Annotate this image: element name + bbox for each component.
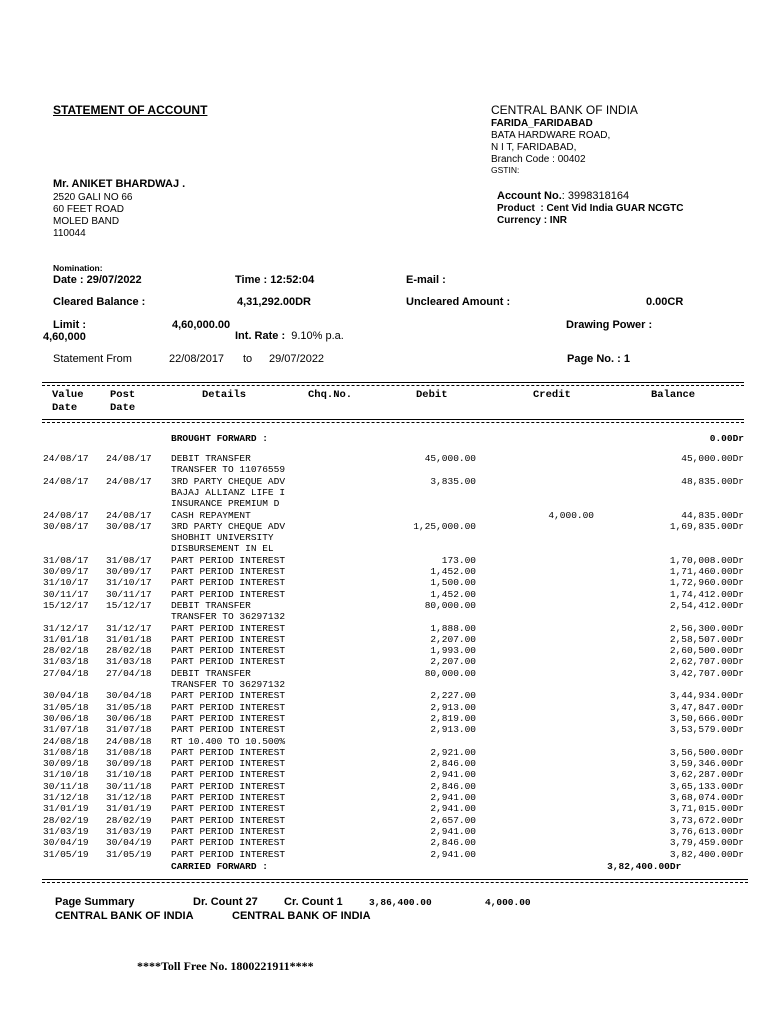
details-cell: TRANSFER TO 36297132	[171, 679, 286, 690]
value-date-cell: 30/09/18	[43, 758, 89, 769]
balance-cell: 2,60,500.00Dr	[669, 645, 744, 656]
debit-cell: 2,846.00	[430, 837, 476, 848]
customer-address-4: 110044	[53, 228, 86, 239]
customer-address-1: 2520 GALI NO 66	[53, 192, 133, 203]
summary-debit-total: 3,86,400.00	[369, 897, 432, 908]
value-date-cell: 28/02/18	[43, 645, 89, 656]
statement-to-word: to	[243, 353, 253, 365]
table-row	[0, 849, 768, 860]
value-date-cell: 24/08/18	[43, 736, 89, 747]
table-bottom-rule	[42, 879, 748, 880]
table-row	[0, 679, 768, 690]
balance-cell: 3,73,672.00Dr	[669, 815, 744, 826]
balance-cell: 1,69,835.00Dr	[669, 521, 744, 532]
product	[497, 203, 684, 214]
post-date-cell: 31/03/18	[106, 656, 152, 667]
value-date-cell: 31/07/18	[43, 724, 89, 735]
value-date-cell: 24/08/17	[43, 510, 89, 521]
brought-forward-label: BROUGHT FORWARD :	[171, 433, 268, 444]
details-cell: PART PERIOD INTEREST	[171, 803, 286, 814]
summary-bank-name-2: CENTRAL BANK OF INDIA	[232, 910, 371, 922]
value-date-cell: 31/01/18	[43, 634, 89, 645]
debit-cell: 1,452.00	[430, 566, 476, 577]
details-cell: PART PERIOD INTEREST	[171, 713, 286, 724]
balance-cell: 3,50,666.00Dr	[669, 713, 744, 724]
value-date-cell: 24/08/17	[43, 453, 89, 464]
balance-cell: 3,53,579.00Dr	[669, 724, 744, 735]
column-balance: Balance	[651, 389, 696, 401]
table-header-rule-dashed	[42, 422, 744, 423]
table-row	[0, 464, 768, 475]
account-number-label: Account No.	[497, 190, 562, 202]
column-debit: Debit	[416, 389, 448, 401]
carried-forward-balance: 3,82,400.00Dr	[607, 861, 682, 872]
details-cell: RT 10.400 TO 10.500%	[171, 736, 286, 747]
table-row	[0, 453, 768, 464]
product-value: : Cent Vid India GUAR NCGTC	[540, 203, 684, 214]
details-cell: PART PERIOD INTEREST	[171, 826, 286, 837]
debit-cell: 80,000.00	[424, 600, 476, 611]
currency-value: : INR	[543, 215, 568, 226]
post-date-cell: 31/10/17	[106, 577, 152, 588]
balance-cell: 2,54,412.00Dr	[669, 600, 744, 611]
post-date-cell: 15/12/17	[106, 600, 152, 611]
cleared-balance-value: 4,31,292.00DR	[237, 296, 311, 308]
debit-cell: 2,846.00	[430, 781, 476, 792]
balance-cell: 3,76,613.00Dr	[669, 826, 744, 837]
details-cell: PART PERIOD INTEREST	[171, 656, 286, 667]
carried-forward-row	[0, 861, 768, 872]
table-row	[0, 713, 768, 724]
balance-cell: 3,65,133.00Dr	[669, 781, 744, 792]
carried-forward-label: CARRIED FORWARD :	[171, 861, 268, 872]
cleared-balance-label: Cleared Balance :	[53, 296, 146, 308]
post-date-cell: 31/01/19	[106, 803, 152, 814]
value-date-cell: 31/08/17	[43, 555, 89, 566]
customer-address-3: MOLED BAND	[53, 216, 120, 227]
column-value-label: Value	[52, 389, 84, 401]
post-date-cell: 30/11/18	[106, 781, 152, 792]
statement-date: Date : 29/07/2022	[53, 274, 142, 286]
table-row	[0, 532, 768, 543]
debit-cell: 2,941.00	[430, 826, 476, 837]
column-details: Details	[202, 389, 247, 401]
brought-forward-row	[0, 433, 768, 444]
debit-cell: 80,000.00	[424, 668, 476, 679]
post-date-cell: 30/04/19	[106, 837, 152, 848]
branch-code: Branch Code : 00402	[491, 154, 586, 165]
details-cell: PART PERIOD INTEREST	[171, 747, 286, 758]
details-cell: PART PERIOD INTEREST	[171, 815, 286, 826]
debit-cell: 1,500.00	[430, 577, 476, 588]
email-label: E-mail :	[406, 274, 446, 286]
table-row	[0, 566, 768, 577]
post-date-cell: 31/07/18	[106, 724, 152, 735]
summary-bank-name-1: CENTRAL BANK OF INDIA	[55, 910, 194, 922]
debit-cell: 2,227.00	[430, 690, 476, 701]
details-cell: PART PERIOD INTEREST	[171, 623, 286, 634]
value-date-cell: 24/08/17	[43, 476, 89, 487]
statement-title: STATEMENT OF ACCOUNT	[53, 103, 208, 117]
details-cell: PART PERIOD INTEREST	[171, 577, 286, 588]
column-credit: Credit	[533, 389, 571, 401]
balance-cell: 3,44,934.00Dr	[669, 690, 744, 701]
table-row	[0, 792, 768, 803]
balance-cell: 1,70,008.00Dr	[669, 555, 744, 566]
debit-cell: 2,941.00	[430, 803, 476, 814]
details-cell: PART PERIOD INTEREST	[171, 792, 286, 803]
debit-cell: 2,846.00	[430, 758, 476, 769]
post-date-cell: 31/05/18	[106, 702, 152, 713]
toll-free-number: ****Toll Free No. 1800221911****	[137, 959, 314, 973]
table-row	[0, 476, 768, 487]
column-chq-no: Chq.No.	[308, 389, 353, 401]
debit-cell: 2,657.00	[430, 815, 476, 826]
table-row	[0, 589, 768, 600]
value-date-cell: 31/10/17	[43, 577, 89, 588]
debit-cell: 2,921.00	[430, 747, 476, 758]
table-row	[0, 724, 768, 735]
interest-rate-value: 9.10% p.a.	[291, 330, 344, 342]
details-cell: PART PERIOD INTEREST	[171, 645, 286, 656]
table-row	[0, 656, 768, 667]
table-row	[0, 498, 768, 509]
post-date-cell: 31/08/18	[106, 747, 152, 758]
account-number	[497, 190, 629, 202]
debit-cell: 173.00	[441, 555, 476, 566]
value-date-cell: 31/10/18	[43, 769, 89, 780]
details-cell: CASH REPAYMENT	[171, 510, 251, 521]
balance-cell: 48,835.00Dr	[681, 476, 744, 487]
post-date-cell: 30/09/17	[106, 566, 152, 577]
details-cell: PART PERIOD INTEREST	[171, 837, 286, 848]
debit-cell: 2,941.00	[430, 849, 476, 860]
value-date-cell: 30/04/18	[43, 690, 89, 701]
bank-name: CENTRAL BANK OF INDIA	[491, 103, 638, 117]
details-cell: TRANSFER TO 11076559	[171, 464, 286, 475]
table-row	[0, 521, 768, 532]
value-date-cell: 31/05/18	[43, 702, 89, 713]
post-date-cell: 31/03/19	[106, 826, 152, 837]
details-cell: PART PERIOD INTEREST	[171, 769, 286, 780]
table-row	[0, 758, 768, 769]
column-value-date-label: Date	[52, 402, 78, 414]
post-date-cell: 31/08/17	[106, 555, 152, 566]
details-cell: PART PERIOD INTEREST	[171, 589, 286, 600]
details-cell: DEBIT TRANSFER	[171, 453, 251, 464]
post-date-cell: 31/12/18	[106, 792, 152, 803]
post-date-cell: 28/02/19	[106, 815, 152, 826]
table-row	[0, 645, 768, 656]
table-top-rule-dashed	[42, 385, 744, 386]
table-row	[0, 826, 768, 837]
drawing-power-label: Drawing Power :	[566, 319, 653, 331]
details-cell: PART PERIOD INTEREST	[171, 634, 286, 645]
summary-credit-total: 4,000.00	[485, 897, 531, 908]
post-date-cell: 31/01/18	[106, 634, 152, 645]
table-row	[0, 690, 768, 701]
table-row	[0, 747, 768, 758]
branch-name: FARIDA_FARIDABAD	[491, 118, 593, 129]
details-cell: PART PERIOD INTEREST	[171, 781, 286, 792]
debit-cell: 1,25,000.00	[413, 521, 476, 532]
debit-cell: 2,207.00	[430, 634, 476, 645]
page-summary-label: Page Summary	[55, 896, 135, 908]
value-date-cell: 30/04/19	[43, 837, 89, 848]
statement-from-date: 22/08/2017	[169, 353, 225, 365]
balance-cell: 1,71,460.00Dr	[669, 566, 744, 577]
details-cell: PART PERIOD INTEREST	[171, 566, 286, 577]
brought-forward-balance: 0.00Dr	[709, 433, 744, 444]
balance-cell: 1,72,960.00Dr	[669, 577, 744, 588]
post-date-cell: 27/04/18	[106, 668, 152, 679]
statement-from-label: Statement From	[53, 353, 132, 365]
balance-cell: 2,62,707.00Dr	[669, 656, 744, 667]
details-cell: PART PERIOD INTEREST	[171, 555, 286, 566]
details-cell: 3RD PARTY CHEQUE ADV	[171, 476, 286, 487]
balance-cell: 3,82,400.00Dr	[669, 849, 744, 860]
balance-cell: 44,835.00Dr	[681, 510, 744, 521]
details-cell: PART PERIOD INTEREST	[171, 690, 286, 701]
post-date-cell: 24/08/17	[106, 476, 152, 487]
balance-cell: 3,79,459.00Dr	[669, 837, 744, 848]
debit-cell: 2,819.00	[430, 713, 476, 724]
table-row	[0, 837, 768, 848]
limit-value-2: 4,60,000	[43, 331, 86, 343]
post-date-cell: 31/10/18	[106, 769, 152, 780]
statement-time: Time : 12:52:04	[235, 274, 315, 286]
value-date-cell: 31/12/17	[43, 623, 89, 634]
details-cell: TRANSFER TO 36297132	[171, 611, 286, 622]
debit-cell: 1,452.00	[430, 589, 476, 600]
table-row	[0, 769, 768, 780]
limit-value: 4,60,000.00	[172, 319, 231, 331]
balance-cell: 3,59,346.00Dr	[669, 758, 744, 769]
details-cell: 3RD PARTY CHEQUE ADV	[171, 521, 286, 532]
post-date-cell: 31/12/17	[106, 623, 152, 634]
balance-cell: 3,71,015.00Dr	[669, 803, 744, 814]
value-date-cell: 31/12/18	[43, 792, 89, 803]
value-date-cell: 30/06/18	[43, 713, 89, 724]
debit-cell: 2,207.00	[430, 656, 476, 667]
uncleared-amount-label: Uncleared Amount :	[406, 296, 511, 308]
column-post-date	[110, 389, 135, 415]
value-date-cell: 31/03/18	[43, 656, 89, 667]
value-date-cell: 31/08/18	[43, 747, 89, 758]
account-number-value: : 3998318164	[561, 190, 630, 202]
branch-address-1: BATA HARDWARE ROAD,	[491, 130, 611, 141]
interest-rate	[235, 330, 344, 342]
details-cell: SHOBHIT UNIVERSITY	[171, 532, 274, 543]
gstin: GSTIN:	[491, 165, 520, 175]
nomination: Nomination:	[53, 263, 103, 273]
credit-cell: 4,000.00	[548, 510, 594, 521]
table-row	[0, 611, 768, 622]
cr-count: Cr. Count 1	[284, 896, 343, 908]
table-row	[0, 634, 768, 645]
post-date-cell: 30/06/18	[106, 713, 152, 724]
post-date-cell: 30/08/17	[106, 521, 152, 532]
table-bottom-rule-dashed	[42, 882, 748, 883]
table-header-rule	[42, 419, 744, 420]
customer-address-2: 60 FEET ROAD	[53, 204, 124, 215]
balance-cell: 2,56,300.00Dr	[669, 623, 744, 634]
table-row	[0, 510, 768, 521]
post-date-cell: 30/09/18	[106, 758, 152, 769]
column-post-date-label: Date	[110, 402, 136, 414]
value-date-cell: 31/05/19	[43, 849, 89, 860]
table-row	[0, 487, 768, 498]
table-row	[0, 781, 768, 792]
value-date-cell: 31/01/19	[43, 803, 89, 814]
details-cell: PART PERIOD INTEREST	[171, 849, 286, 860]
currency	[497, 215, 567, 226]
details-cell: DEBIT TRANSFER	[171, 668, 251, 679]
post-date-cell: 30/11/17	[106, 589, 152, 600]
balance-cell: 1,74,412.00Dr	[669, 589, 744, 600]
value-date-cell: 27/04/18	[43, 668, 89, 679]
post-date-cell: 24/08/17	[106, 453, 152, 464]
table-row	[0, 555, 768, 566]
currency-label: Currency	[497, 215, 541, 226]
table-row	[0, 543, 768, 554]
column-value-date	[52, 389, 84, 415]
details-cell: DEBIT TRANSFER	[171, 600, 251, 611]
page-number: Page No. : 1	[567, 353, 630, 365]
column-post-label: Post	[110, 389, 136, 401]
debit-cell: 2,913.00	[430, 702, 476, 713]
details-cell: PART PERIOD INTEREST	[171, 758, 286, 769]
debit-cell: 45,000.00	[424, 453, 476, 464]
value-date-cell: 15/12/17	[43, 600, 89, 611]
debit-cell: 2,913.00	[430, 724, 476, 735]
debit-cell: 2,941.00	[430, 769, 476, 780]
details-cell: PART PERIOD INTEREST	[171, 702, 286, 713]
post-date-cell: 28/02/18	[106, 645, 152, 656]
details-cell: PART PERIOD INTEREST	[171, 724, 286, 735]
details-cell: INSURANCE PREMIUM D	[171, 498, 280, 509]
post-date-cell: 31/05/19	[106, 849, 152, 860]
details-cell: BAJAJ ALLIANZ LIFE I	[171, 487, 286, 498]
balance-cell: 3,62,287.00Dr	[669, 769, 744, 780]
table-row	[0, 803, 768, 814]
interest-rate-label: Int. Rate :	[235, 330, 286, 342]
value-date-cell: 30/09/17	[43, 566, 89, 577]
table-row	[0, 702, 768, 713]
balance-cell: 3,56,500.00Dr	[669, 747, 744, 758]
customer-name: Mr. ANIKET BHARDWAJ .	[53, 178, 186, 190]
limit-label: Limit :	[53, 319, 86, 331]
balance-cell: 2,58,507.00Dr	[669, 634, 744, 645]
balance-cell: 3,68,074.00Dr	[669, 792, 744, 803]
table-row	[0, 577, 768, 588]
value-date-cell: 28/02/19	[43, 815, 89, 826]
branch-address-2: N I T, FARIDABAD,	[491, 142, 577, 153]
dr-count: Dr. Count 27	[193, 896, 258, 908]
table-row	[0, 736, 768, 747]
value-date-cell: 30/11/17	[43, 589, 89, 600]
product-label: Product	[497, 203, 535, 214]
table-row	[0, 600, 768, 611]
balance-cell: 3,42,707.00Dr	[669, 668, 744, 679]
table-row	[0, 815, 768, 826]
post-date-cell: 24/08/18	[106, 736, 152, 747]
balance-cell: 45,000.00Dr	[681, 453, 744, 464]
uncleared-amount-value: 0.00CR	[646, 296, 684, 308]
debit-cell: 2,941.00	[430, 792, 476, 803]
value-date-cell: 30/11/18	[43, 781, 89, 792]
table-row	[0, 623, 768, 634]
value-date-cell: 30/08/17	[43, 521, 89, 532]
value-date-cell: 31/03/19	[43, 826, 89, 837]
balance-cell: 3,47,847.00Dr	[669, 702, 744, 713]
post-date-cell: 24/08/17	[106, 510, 152, 521]
debit-cell: 1,888.00	[430, 623, 476, 634]
table-top-rule	[42, 382, 744, 383]
statement-to-date: 29/07/2022	[269, 353, 325, 365]
post-date-cell: 30/04/18	[106, 690, 152, 701]
debit-cell: 1,993.00	[430, 645, 476, 656]
table-row	[0, 668, 768, 679]
details-cell: DISBURSEMENT IN EL	[171, 543, 274, 554]
debit-cell: 3,835.00	[430, 476, 476, 487]
